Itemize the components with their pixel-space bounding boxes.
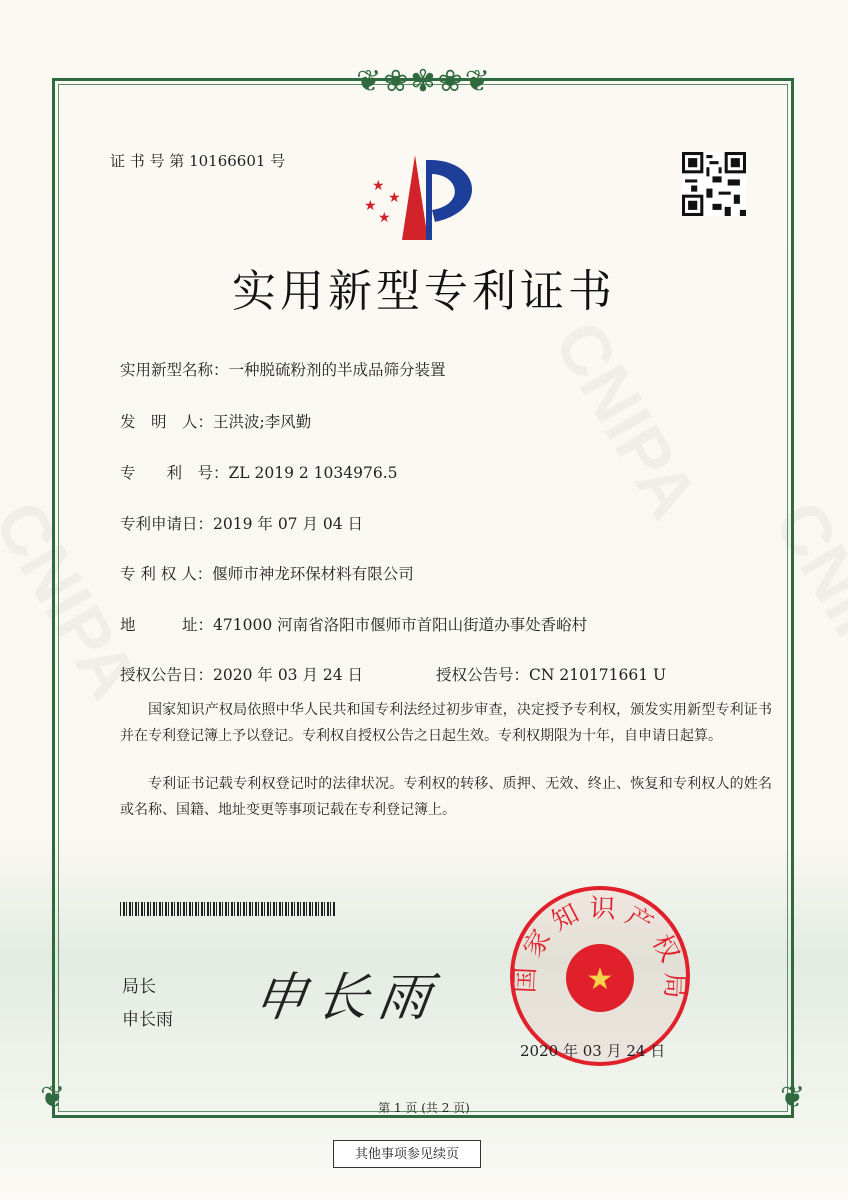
- seal-date: 2020 年 03 月 24 日: [520, 1042, 666, 1060]
- certificate-title: 实用新型专利证书: [232, 266, 616, 317]
- field-value: 一种脱硫粉剂的半成品筛分装置: [228, 361, 446, 379]
- field-value: 偃师市神龙环保材料有限公司: [212, 565, 414, 583]
- field-application-date: [120, 512, 363, 534]
- barcode: [120, 902, 335, 916]
- field-value: 2019 年 07 月 04 日: [213, 515, 364, 533]
- svg-text:★: ★: [378, 210, 391, 226]
- field-label: 专 利 权 人：: [120, 565, 213, 583]
- field-label: 发 明 人：: [120, 413, 214, 431]
- svg-text:国 家 知 识 产 权 局: 国 家 知 识 产 权 局: [510, 893, 690, 999]
- field-patentee: [120, 562, 414, 584]
- director-name: 申长雨: [122, 1010, 173, 1030]
- field-value: ZL 2019 2 1034976.5: [228, 464, 398, 482]
- ornament-top-icon: ❦❀✾❀❦: [356, 64, 492, 99]
- field-value: 王洪波;李风勤: [213, 413, 312, 431]
- field-grant-date: [120, 663, 363, 685]
- director-signature: 申长雨: [250, 968, 445, 1028]
- field-address: [120, 613, 587, 635]
- legal-status-paragraph: 专利证书记载专利权登记时的法律状况。专利权的转移、质押、无效、终止、恢复和专利权人的姓名或名称、国籍、地址变更等事项记载在专利登记簿上。: [120, 776, 772, 818]
- svg-text:★: ★: [364, 198, 377, 214]
- director-title: 局长: [122, 977, 156, 997]
- field-label: 授权公告日：: [120, 666, 214, 684]
- svg-text:★: ★: [372, 178, 385, 194]
- svg-text:★: ★: [586, 962, 614, 997]
- field-inventor: [120, 410, 311, 432]
- field-name: [120, 358, 446, 380]
- ornament-bottom-right-icon: ❦: [780, 1080, 806, 1115]
- field-value: CN 210171661 U: [529, 666, 667, 684]
- page-number: 第 1 页 (共 2 页): [378, 1101, 470, 1115]
- field-label: 授权公告号：: [436, 666, 530, 684]
- field-label: 专利申请日：: [120, 515, 214, 533]
- grant-paragraph: 国家知识产权局依照中华人民共和国专利法经过初步审查，决定授予专利权，颁发实用新型专利证书并在专利登记簿上予以登记。专利权自授权公告之日起生效。专利权期限为十年，自申请日起算。: [120, 702, 772, 744]
- qr-code: [682, 152, 746, 216]
- cnipa-logo: [360, 150, 490, 250]
- field-value: 471000 河南省洛阳市偃师市首阳山街道办事处香峪村: [213, 616, 588, 634]
- continued-note: 其他事项参见续页: [333, 1140, 481, 1168]
- svg-text:★: ★: [388, 190, 401, 206]
- certificate-number: 证 书 号 第 10166601 号: [110, 152, 286, 170]
- field-value: 2020 年 03 月 24 日: [213, 666, 364, 684]
- field-label: 实用新型名称：: [120, 361, 229, 379]
- field-label: 专 利 号：: [120, 464, 229, 482]
- field-patent-number: [120, 461, 398, 483]
- ornament-bottom-left-icon: ❦: [40, 1080, 66, 1115]
- field-announcement-number: [436, 663, 666, 685]
- field-label: 地 址：: [120, 616, 214, 634]
